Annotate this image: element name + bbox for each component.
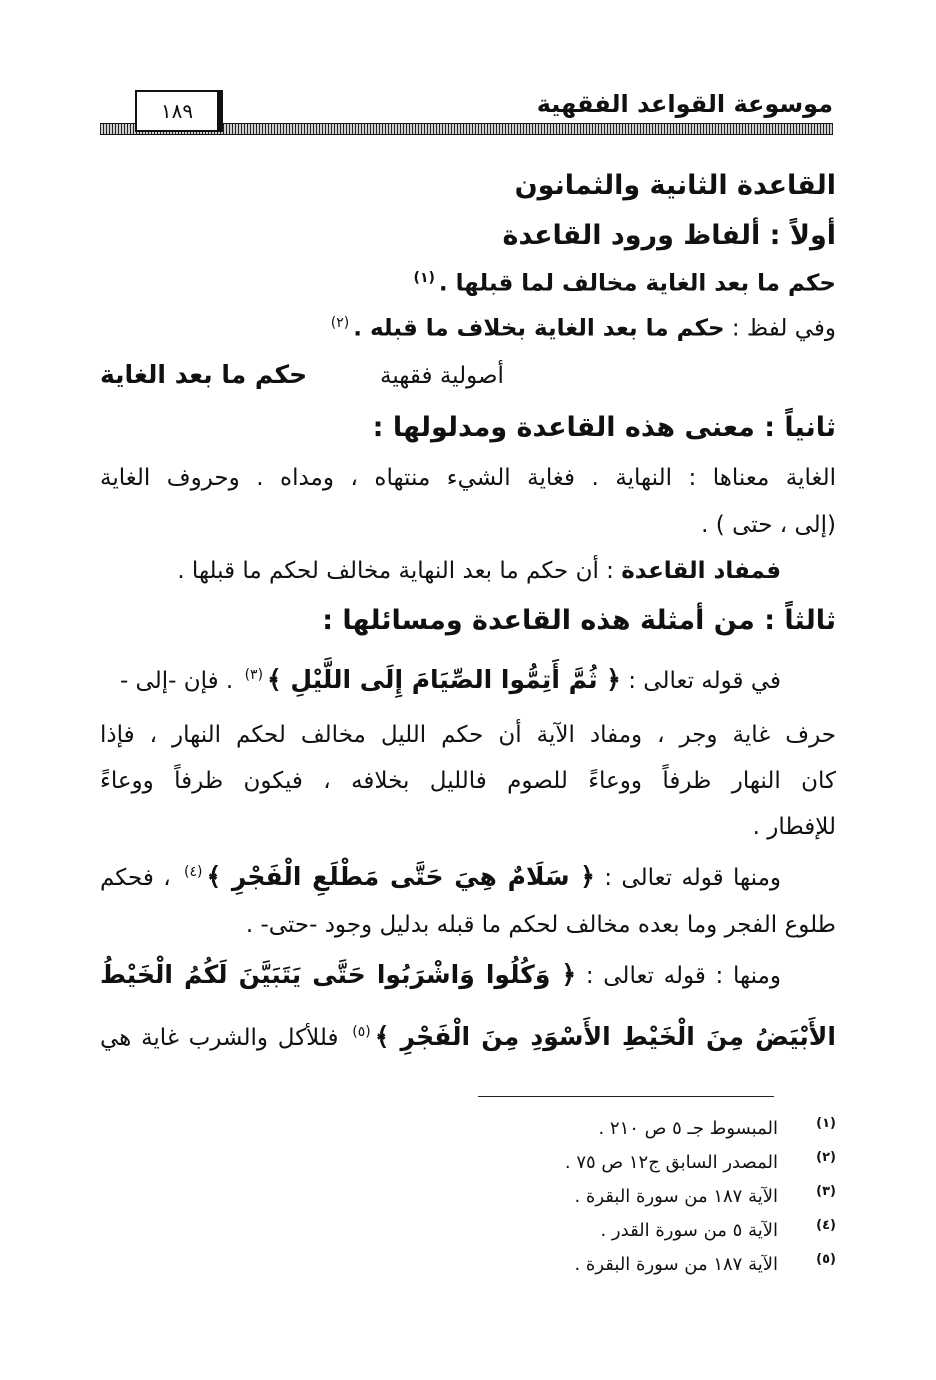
ex2-verse: ﴿ سَلَامٌ هِيَ حَتَّى مَطْلَعِ الْفَجْرِ ﴾ [206,862,595,891]
formulation-2 [327,315,836,342]
example-1-line-4: للإفطار . [752,814,836,840]
footnote-ref-4: (٤) [184,864,203,881]
footnote-ref-3: (٣) [244,667,264,684]
footnote-text: الآية ١٨٧ من سورة البقرة . [574,1186,778,1207]
page-number: ١٨٩ [135,90,223,132]
footnote-2 [436,1152,836,1182]
ex2-suffix: ، فحكم [100,865,171,891]
footnote-4 [436,1220,836,1250]
example-2-line-1 [100,862,781,891]
example-3-line-1 [100,960,781,989]
section2-heading: ثانياً : معنى هذه القاعدة ومدلولها : [372,412,836,443]
classification: أصولية فقهية [380,363,504,389]
example-1-line-2: حرف غاية وجر ، ومفاد الآية أن حكم الليل مخالف لحكم النهار ، فإذا [100,722,836,748]
footnote-number: (٤) [816,1218,836,1233]
ex1-prefix: في قوله تعالى : [628,668,781,694]
benefit-label: فمفاد القاعدة [621,558,781,584]
example-1-line-3: كان النهار ظرفاً ووعاءً للصوم فالليل بخلافه ، فيكون ظرفاً ووعاءً [100,768,836,794]
meaning-line-2: (إلى ، حتى ) . [701,512,836,538]
footnote-ref-1: (١) [413,270,435,286]
ex1-verse: ﴿ ثُمَّ أَتِمُّوا الصِّيَامَ إِلَى اللَّيْلِ ﴾ [267,665,621,694]
footnote-separator [478,1096,774,1097]
footnote-text: المصدر السابق ج١٢ ص ٧٥ . [564,1152,778,1173]
footnote-number: (٣) [816,1184,836,1199]
footnote-text: المبسوط جـ ٥ ص ٢١٠ . [598,1118,778,1139]
benefit-text: : أن حكم ما بعد النهاية مخالف لحكم ما قبلها . [177,558,614,584]
ex2-prefix: ومنها قوله تعالى : [604,865,781,891]
formulation-2-text: حكم ما بعد الغاية بخلاف ما قبله . [353,315,725,342]
footnote-text: الآية ١٨٧ من سورة البقرة . [574,1254,778,1275]
formulation-1 [410,270,836,297]
footnote-ref-5: (٥) [352,1024,371,1041]
meaning-line-1: الغاية معناها : النهاية . فغاية الشيء منتهاه ، ومداه . وحروف الغاية [100,465,836,491]
rule-benefit [177,558,781,584]
ex1-suffix: . فإن -إلى - [119,668,234,694]
section1-heading: أولاً : ألفاظ ورود القاعدة [502,220,836,251]
example-1-line-1 [120,665,781,694]
footnote-number: (٢) [816,1150,836,1165]
formulation-2-prefix: وفي لفظ : [731,315,836,342]
rule-name: حكم ما بعد الغاية [100,360,308,389]
ex3-verse-b: الأَبْيَضُ مِنَ الْخَيْطِ الأَسْوَدِ مِنَ الْفَجْرِ ﴾ [374,1022,836,1051]
footnote-5 [436,1254,836,1284]
ex3-verse-a: ﴿ وَكُلُوا وَاشْرَبُوا حَتَّى يَتَبَيَّنَ لَكُمُ الْخَيْطُ [100,960,577,989]
example-2-line-2: طلوع الفجر وما بعده مخالف لحكم ما قبله بدليل وجود -حتى- . [245,912,836,938]
formulation-1-text: حكم ما بعد الغاية مخالف لما قبلها . [438,270,836,297]
footnote-3 [436,1186,836,1216]
footnote-number: (١) [816,1116,836,1131]
running-title: موسوعة القواعد الفقهية [536,90,833,118]
section3-heading: ثالثاً : من أمثلة هذه القاعدة ومسائلها : [322,605,836,636]
example-3-line-2 [100,1022,836,1051]
footnote-number: (٥) [816,1252,836,1267]
rule-title: القاعدة الثانية والثمانون [514,170,836,201]
footnote-1 [436,1118,836,1148]
footnote-text: الآية ٥ من سورة القدر . [600,1220,778,1241]
ex3-suffix: فللأكل والشرب غاية هي [100,1025,339,1051]
footnote-ref-2: (٢) [330,315,350,331]
ex3-prefix: ومنها : قوله تعالى : [585,963,781,989]
